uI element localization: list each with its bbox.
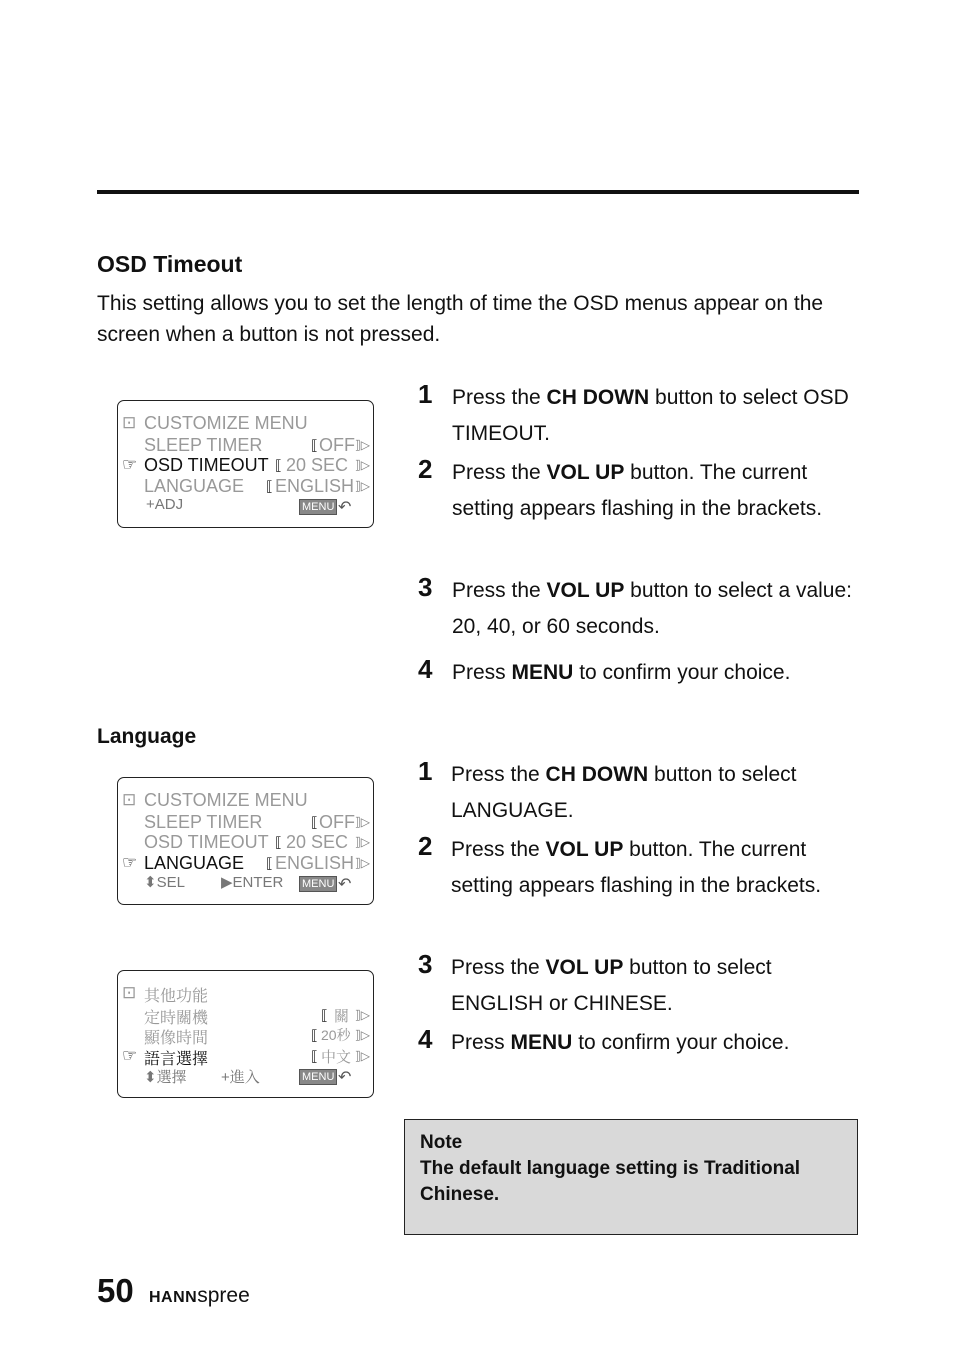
osd-label: OSD TIMEOUT (144, 832, 269, 852)
step-number: 4 (418, 654, 433, 684)
step-item (418, 455, 858, 527)
osd-value: ENGLISH (275, 476, 355, 496)
osd-header-row (118, 790, 373, 811)
osd-customize-menu-language (117, 777, 374, 905)
menu-key-icon: MENU (299, 499, 337, 515)
osd-footer-sel: ⬍SEL (144, 874, 185, 891)
top-rule (97, 190, 859, 194)
right-arrow-icon: ⟧▷ (354, 1008, 370, 1022)
right-arrow-icon: ⟧▷ (354, 835, 370, 849)
step-text: Press MENU to confirm your choice. (452, 661, 791, 684)
osd-label: SLEEP TIMER (144, 812, 263, 832)
page-number: 50 (97, 1272, 134, 1309)
osd-row (118, 435, 373, 456)
bracket-icon: ⟦ (266, 855, 273, 871)
tv-icon: ⊡ (122, 413, 137, 432)
osd-footer-enter: +進入 (221, 1069, 260, 1086)
osd-value: OFF (319, 435, 355, 455)
tv-icon: ⊡ (122, 790, 137, 809)
osd-chinese-menu (117, 970, 374, 1098)
osd-header: CUSTOMIZE MENU (144, 790, 308, 810)
osd-row-selected (118, 455, 373, 476)
osd-value: 中文 (321, 1049, 352, 1066)
right-arrow-icon: ⟧▷ (354, 458, 370, 472)
step-number: 1 (418, 756, 433, 786)
return-arrow-icon: ↶ (338, 876, 352, 893)
step-number: 1 (418, 379, 433, 409)
osd-label: OSD TIMEOUT (144, 455, 269, 475)
osd-row-selected (118, 1046, 373, 1067)
step-item (418, 573, 858, 645)
pointing-hand-icon: ☞ (122, 1046, 138, 1065)
note-text: The default language setting is Traditional Chinese. (420, 1158, 801, 1205)
osd-value: 關 (334, 1008, 350, 1025)
brand-logo: HANNspree (149, 1284, 250, 1307)
osd-label: 語言選擇 (144, 1051, 209, 1068)
osd-row-selected (118, 853, 373, 874)
bracket-icon: ⟦ (311, 1027, 318, 1043)
pointing-hand-icon: ☞ (122, 455, 138, 474)
osd-label: LANGUAGE (144, 853, 245, 873)
step-text: Press the VOL UP button. The current setting appears flashing in the brackets. (451, 838, 822, 897)
step-text: Press the CH DOWN button to select LANGUAGE. (451, 763, 797, 822)
osd-value: OFF (319, 812, 355, 832)
note-title: Note (420, 1132, 463, 1153)
step-number: 3 (418, 572, 433, 602)
step-number: 2 (418, 831, 433, 861)
osd-row (118, 476, 373, 497)
osd-label: 顯像時間 (144, 1030, 209, 1047)
osd-label: LANGUAGE (144, 476, 245, 496)
osd-row (118, 812, 373, 833)
osd-row (118, 1005, 373, 1026)
osd-row (118, 1025, 373, 1046)
osd-customize-menu-timeout (117, 400, 374, 528)
osd-row (118, 832, 373, 853)
return-arrow-icon: ↶ (338, 499, 352, 516)
return-arrow-icon: ↶ (338, 1069, 352, 1086)
osd-header-row (118, 983, 373, 1004)
step-item (418, 1025, 858, 1061)
step-text: Press the CH DOWN button to select OSD TIMEOUT. (452, 386, 849, 445)
step-number: 3 (418, 949, 433, 979)
osd-footer-enter: ▶ENTER (221, 874, 284, 891)
step-item (418, 757, 858, 829)
step-item (418, 950, 858, 1022)
osd-value: 20秒 (321, 1027, 351, 1043)
osd-label: 定時關機 (144, 1010, 209, 1027)
section-title: OSD Timeout (97, 251, 243, 277)
step-item (418, 832, 858, 904)
up-down-icon: ⬍ (144, 1069, 157, 1086)
osd-value: 20 SEC (286, 832, 349, 852)
osd-value: 20 SEC (286, 455, 349, 475)
right-arrow-icon: ⟧▷ (354, 479, 370, 493)
bracket-icon: ⟦ (321, 1007, 328, 1023)
menu-key-icon: MENU (299, 876, 337, 892)
note-box (404, 1119, 858, 1235)
osd-header: 其他功能 (144, 988, 209, 1005)
pointing-hand-icon: ☞ (122, 853, 138, 872)
step-item (418, 655, 858, 691)
osd-footer-adj: +ADJ (146, 496, 184, 513)
step-text: Press the VOL UP button. The current setting appears flashing in the brackets. (452, 461, 823, 520)
right-arrow-icon: ⟧▷ (354, 856, 370, 870)
bracket-icon: ⟦ (311, 1048, 318, 1064)
bracket-icon: ⟦ (275, 834, 282, 850)
language-subtitle: Language (97, 725, 197, 748)
step-text: Press MENU to confirm your choice. (451, 1031, 790, 1054)
step-text: Press the VOL UP button to select ENGLISH or CHINESE. (451, 956, 772, 1015)
osd-footer-select: ⬍選擇 (144, 1069, 187, 1086)
right-arrow-icon: ⟧▷ (354, 438, 370, 452)
step-number: 2 (418, 454, 433, 484)
osd-header-row (118, 413, 373, 434)
bracket-icon: ⟦ (275, 457, 282, 473)
bracket-icon: ⟦ (311, 814, 318, 830)
step-text: Press the VOL UP button to select a value: 20, 40, or 60 seconds. (452, 579, 852, 638)
play-icon: ▶ (221, 874, 233, 891)
tv-icon: ⊡ (122, 983, 137, 1002)
osd-header: CUSTOMIZE MENU (144, 413, 308, 433)
menu-key-icon: MENU (299, 1069, 337, 1085)
right-arrow-icon: ⟧▷ (354, 1028, 370, 1042)
right-arrow-icon: ⟧▷ (354, 1049, 370, 1063)
osd-label: SLEEP TIMER (144, 435, 263, 455)
step-number: 4 (418, 1024, 433, 1054)
bracket-icon: ⟦ (311, 437, 318, 453)
up-down-icon: ⬍ (144, 874, 157, 891)
osd-value: ENGLISH (275, 853, 355, 873)
intro-paragraph: This setting allows you to set the length of time the OSD menus appear on the screen when a button is not pressed. (97, 292, 824, 346)
step-item (418, 380, 858, 452)
right-arrow-icon: ⟧▷ (354, 815, 370, 829)
bracket-icon: ⟦ (266, 478, 273, 494)
